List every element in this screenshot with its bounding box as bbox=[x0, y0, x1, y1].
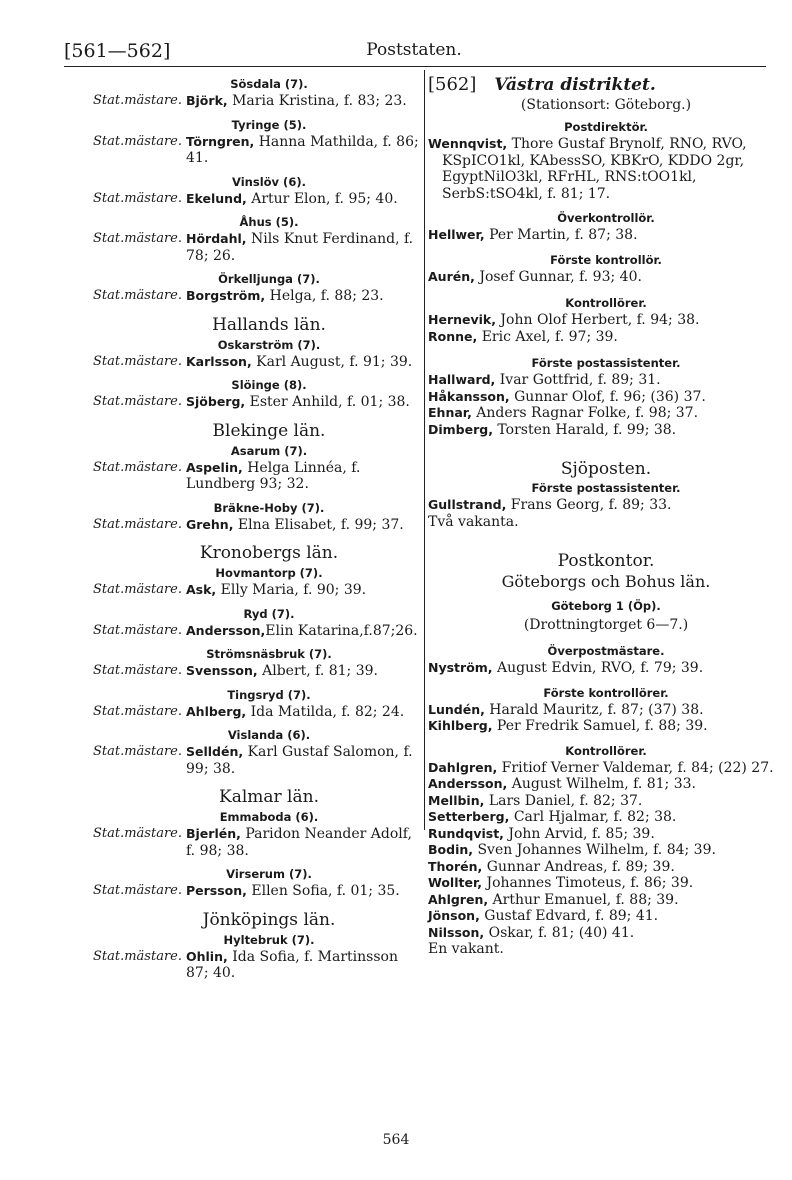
entry bbox=[58, 663, 420, 680]
role-heading: Överpostmästare. bbox=[547, 644, 665, 658]
surname: Håkansson, bbox=[428, 388, 510, 404]
role: Stat.mästare. bbox=[92, 826, 182, 841]
details: Gunnar Andreas, f. 89; 39. bbox=[482, 858, 675, 875]
entry bbox=[428, 702, 784, 719]
entry bbox=[58, 93, 420, 110]
surname: Thorén, bbox=[428, 858, 483, 874]
left-column bbox=[58, 74, 420, 989]
entry bbox=[58, 288, 420, 305]
role: Stat.mästare. bbox=[92, 663, 182, 678]
section-heading: Sjöposten. bbox=[560, 459, 652, 479]
details: Karl Gustaf Salomon, f. 99; 38. bbox=[186, 744, 413, 777]
details: Per Martin, f. 87; 38. bbox=[484, 227, 638, 243]
role: Stat.mästare. bbox=[92, 516, 182, 532]
role-heading: Förste kontrollör. bbox=[550, 252, 662, 267]
details: Karl August, f. 91; 39. bbox=[251, 353, 413, 370]
details: Sven Johannes Wilhelm, f. 84; 39. bbox=[473, 842, 716, 858]
details: Torsten Harald, f. 99; 38. bbox=[492, 421, 677, 438]
surname: Björk, bbox=[186, 93, 228, 108]
surname: Bjerlén, bbox=[186, 826, 241, 841]
surname: Selldén, bbox=[186, 744, 244, 759]
role: Stat.mästare. bbox=[92, 744, 182, 759]
entry bbox=[58, 582, 420, 599]
details: Lars Daniel, f. 82; 37. bbox=[484, 792, 643, 809]
entry bbox=[428, 227, 784, 244]
surname: Wollter, bbox=[428, 875, 483, 890]
entry bbox=[428, 422, 784, 439]
entry bbox=[428, 809, 784, 826]
place-heading: Tingsryd (7). bbox=[227, 687, 311, 702]
surname: Törngren, bbox=[186, 133, 255, 149]
role: Stat.mästare. bbox=[92, 93, 182, 108]
role-heading: Kontrollörer. bbox=[565, 296, 647, 310]
place-heading: Oskarström (7). bbox=[217, 337, 321, 352]
role: Stat.mästare. bbox=[92, 622, 182, 638]
details: Ida Sofia, f. Martinsson 87; 40. bbox=[186, 948, 398, 981]
details: Artur Elon, f. 95; 40. bbox=[246, 190, 398, 207]
entry bbox=[428, 405, 784, 422]
surname: Dahlgren, bbox=[428, 759, 498, 775]
details: John Arvid, f. 85; 39. bbox=[503, 825, 655, 842]
details: Ellen Sofia, f. 01; 35. bbox=[246, 883, 400, 899]
details: Elin Katarina,f.87;26. bbox=[265, 622, 418, 639]
surname: Setterberg, bbox=[428, 809, 510, 824]
entry bbox=[58, 949, 420, 982]
details: Ester Anhild, f. 01; 38. bbox=[245, 394, 410, 410]
county-heading: Hallands län. bbox=[212, 314, 326, 335]
surname: Karlsson, bbox=[186, 353, 252, 369]
surname: Gullstrand, bbox=[428, 497, 507, 512]
entry bbox=[428, 389, 784, 406]
county-heading: Göteborgs och Bohus län. bbox=[501, 572, 711, 591]
role: Stat.mästare. bbox=[92, 948, 182, 964]
details: Harald Mauritz, f. 87; (37) 38. bbox=[484, 701, 704, 718]
details: Per Fredrik Samuel, f. 88; 39. bbox=[492, 718, 708, 734]
role: Stat.mästare. bbox=[92, 703, 182, 719]
entry bbox=[58, 460, 420, 493]
details: Elly Maria, f. 90; 39. bbox=[216, 582, 367, 598]
surname: Ahlberg, bbox=[186, 703, 247, 719]
place-heading: Vislanda (6). bbox=[227, 728, 311, 742]
county-heading: Jönköpings län. bbox=[202, 909, 336, 930]
details: Elna Elisabet, f. 99; 37. bbox=[233, 516, 404, 533]
section-heading: Postkontor. bbox=[557, 551, 655, 571]
entry bbox=[58, 517, 420, 534]
surname: Hernevik, bbox=[428, 312, 496, 327]
details: August Wilhelm, f. 81; 33. bbox=[507, 776, 696, 792]
surname: Mellbin, bbox=[428, 792, 485, 808]
role: Stat.mästare. bbox=[92, 883, 182, 898]
surname: Grehn, bbox=[186, 516, 234, 532]
county-heading: Kronobergs län. bbox=[199, 543, 339, 563]
running-title: Poststaten. bbox=[366, 40, 462, 60]
surname: Jönson, bbox=[428, 908, 480, 923]
details: Arthur Emanuel, f. 88; 39. bbox=[488, 891, 679, 908]
details: Johannes Timoteus, f. 86; 39. bbox=[482, 875, 694, 891]
entry bbox=[58, 623, 420, 640]
details: Maria Kristina, f. 83; 23. bbox=[227, 93, 407, 109]
right-column bbox=[428, 74, 784, 958]
details: Fritiof Verner Valdemar, f. 84; (22) 27. bbox=[497, 759, 774, 776]
role: Stat.mästare. bbox=[92, 288, 182, 303]
address-note: (Drottningtorget 6—7.) bbox=[523, 617, 689, 633]
entry bbox=[428, 859, 784, 876]
entry bbox=[58, 231, 420, 264]
details: Josef Gunnar, f. 93; 40. bbox=[474, 268, 642, 285]
details: Albert, f. 81; 39. bbox=[257, 663, 378, 679]
role: Stat.mästare. bbox=[92, 582, 182, 597]
details: Anders Ragnar Folke, f. 98; 37. bbox=[471, 405, 699, 421]
surname: Wennqvist, bbox=[428, 136, 508, 151]
station-note: (Stationsort: Göteborg.) bbox=[520, 97, 692, 113]
role: Stat.mästare. bbox=[92, 190, 182, 206]
surname: Ask, bbox=[186, 582, 217, 597]
surname: Andersson, bbox=[186, 622, 266, 638]
surname: Ehnar, bbox=[428, 405, 472, 420]
role-heading: Förste postassistenter. bbox=[531, 481, 681, 495]
role: Stat.mästare. bbox=[92, 394, 182, 409]
entry bbox=[428, 136, 784, 202]
role-heading: Kontrollörer. bbox=[565, 743, 647, 758]
header-rule bbox=[64, 66, 766, 67]
place-heading: Asarum (7). bbox=[230, 443, 308, 458]
surname: Ohlin, bbox=[186, 948, 228, 964]
role-heading: Postdirektör. bbox=[564, 120, 648, 134]
place-heading: Strömsnäsbruk (7). bbox=[206, 647, 332, 661]
role: Stat.mästare. bbox=[92, 133, 182, 149]
surname: Hördahl, bbox=[186, 231, 247, 246]
entry bbox=[58, 883, 420, 900]
entry bbox=[428, 776, 784, 793]
details: John Olof Herbert, f. 94; 38. bbox=[495, 312, 700, 328]
role: Stat.mästare. bbox=[92, 231, 182, 246]
details: Gunnar Olof, f. 96; (36) 37. bbox=[509, 388, 706, 405]
entry bbox=[58, 394, 420, 411]
vacancy-note: Två vakanta. bbox=[428, 513, 519, 530]
role-heading: Förste kontrollörer. bbox=[543, 685, 669, 700]
entry bbox=[58, 354, 420, 371]
entry bbox=[428, 875, 784, 892]
entry bbox=[428, 842, 784, 859]
entry bbox=[58, 191, 420, 208]
details: Helga Linnéa, f. Lundberg 93; 32. bbox=[186, 459, 361, 492]
page-header bbox=[64, 40, 764, 64]
role: Stat.mästare. bbox=[92, 459, 182, 475]
place-heading: Hyltebruk (7). bbox=[223, 932, 315, 947]
entry bbox=[428, 312, 784, 329]
entry bbox=[428, 892, 784, 909]
details: Hanna Mathilda, f. 86; 41. bbox=[186, 133, 419, 166]
entry bbox=[428, 497, 784, 514]
place-heading: Sösdala (7). bbox=[230, 77, 308, 91]
entry bbox=[428, 925, 784, 942]
surname: Borgström, bbox=[186, 288, 266, 303]
surname: Rundqvist, bbox=[428, 825, 504, 841]
district-name: Västra distriktet. bbox=[494, 75, 656, 95]
details: Frans Georg, f. 89; 33. bbox=[506, 497, 672, 513]
vacancy-note: En vakant. bbox=[428, 941, 504, 957]
entry bbox=[428, 329, 784, 346]
surname: Nilsson, bbox=[428, 924, 485, 940]
entry bbox=[428, 826, 784, 843]
surname: Svensson, bbox=[186, 663, 258, 678]
details: Eric Axel, f. 97; 39. bbox=[477, 328, 618, 345]
entry bbox=[58, 134, 420, 167]
entry bbox=[428, 760, 784, 777]
details: Carl Hjalmar, f. 82; 38. bbox=[509, 809, 677, 825]
surname: Hellwer, bbox=[428, 227, 485, 242]
entry bbox=[58, 744, 420, 777]
surname: Ekelund, bbox=[186, 190, 247, 206]
entry bbox=[428, 269, 784, 286]
entry bbox=[428, 718, 784, 735]
details: Thore Gustaf Brynolf, RNO, RVO, KSpICO1kl, KAbessSO, KBKrO, KDDO 2gr, EgyptNilO3kl, RFrHL, RNS:tOO1kl, SerbS:tSO4kl, f. 81; 17. bbox=[442, 136, 747, 202]
place-heading: Bräkne-Hoby (7). bbox=[213, 500, 325, 515]
surname: Sjöberg, bbox=[186, 394, 246, 409]
place-heading: Virserum (7). bbox=[226, 867, 312, 881]
place-heading: Åhus (5). bbox=[239, 215, 299, 229]
details: Helga, f. 88; 23. bbox=[265, 288, 384, 304]
surname: Kihlberg, bbox=[428, 718, 493, 733]
details: Ida Matilda, f. 82; 24. bbox=[246, 703, 405, 720]
details: Gustaf Edvard, f. 89; 41. bbox=[479, 908, 659, 924]
role: Stat.mästare. bbox=[92, 353, 182, 369]
place-heading: Ryd (7). bbox=[243, 606, 295, 621]
surname: Ahlgren, bbox=[428, 891, 489, 907]
entry bbox=[58, 826, 420, 859]
surname: Ronne, bbox=[428, 328, 478, 344]
surname: Bodin, bbox=[428, 842, 473, 857]
details: August Edvin, RVO, f. 79; 39. bbox=[492, 660, 704, 676]
surname: Lundén, bbox=[428, 701, 485, 717]
place-heading: Örkelljunga (7). bbox=[218, 272, 320, 286]
place-heading: Vinslöv (6). bbox=[232, 174, 306, 189]
entry bbox=[428, 660, 784, 677]
surname: Persson, bbox=[186, 883, 247, 898]
surname: Aurén, bbox=[428, 268, 475, 284]
place-heading: Hovmantorp (7). bbox=[215, 566, 323, 580]
page-number: 564 bbox=[382, 1132, 410, 1148]
surname: Dimberg, bbox=[428, 421, 493, 437]
details: Ivar Gottfrid, f. 89; 31. bbox=[495, 372, 661, 388]
entry bbox=[428, 372, 784, 389]
county-heading: Kalmar län. bbox=[219, 787, 319, 807]
county-heading: Blekinge län. bbox=[212, 420, 326, 441]
surname: Aspelin, bbox=[186, 459, 243, 475]
surname: Andersson, bbox=[428, 776, 508, 791]
details: Nils Knut Ferdinand, f. 78; 26. bbox=[186, 231, 414, 264]
page-range: [561—562] bbox=[64, 40, 171, 62]
place-heading: Tyringe (5). bbox=[231, 117, 307, 132]
surname: Hallward, bbox=[428, 372, 496, 387]
details: Oskar, f. 81; (40) 41. bbox=[484, 924, 635, 941]
entry bbox=[428, 908, 784, 925]
details: Paridon Neander Adolf, f. 98; 38. bbox=[186, 826, 412, 859]
role-heading: Överkontrollör. bbox=[557, 211, 655, 225]
role-heading: Förste postassistenter. bbox=[531, 356, 681, 370]
surname: Nyström, bbox=[428, 660, 493, 675]
section-number: [562] bbox=[428, 74, 477, 95]
office-heading: Göteborg 1 (Öp). bbox=[551, 599, 661, 613]
place-heading: Emmaboda (6). bbox=[219, 810, 319, 824]
entry bbox=[58, 704, 420, 721]
column-divider bbox=[424, 70, 425, 830]
place-heading: Slöinge (8). bbox=[231, 378, 307, 392]
entry bbox=[428, 793, 784, 810]
district-title bbox=[428, 74, 784, 95]
